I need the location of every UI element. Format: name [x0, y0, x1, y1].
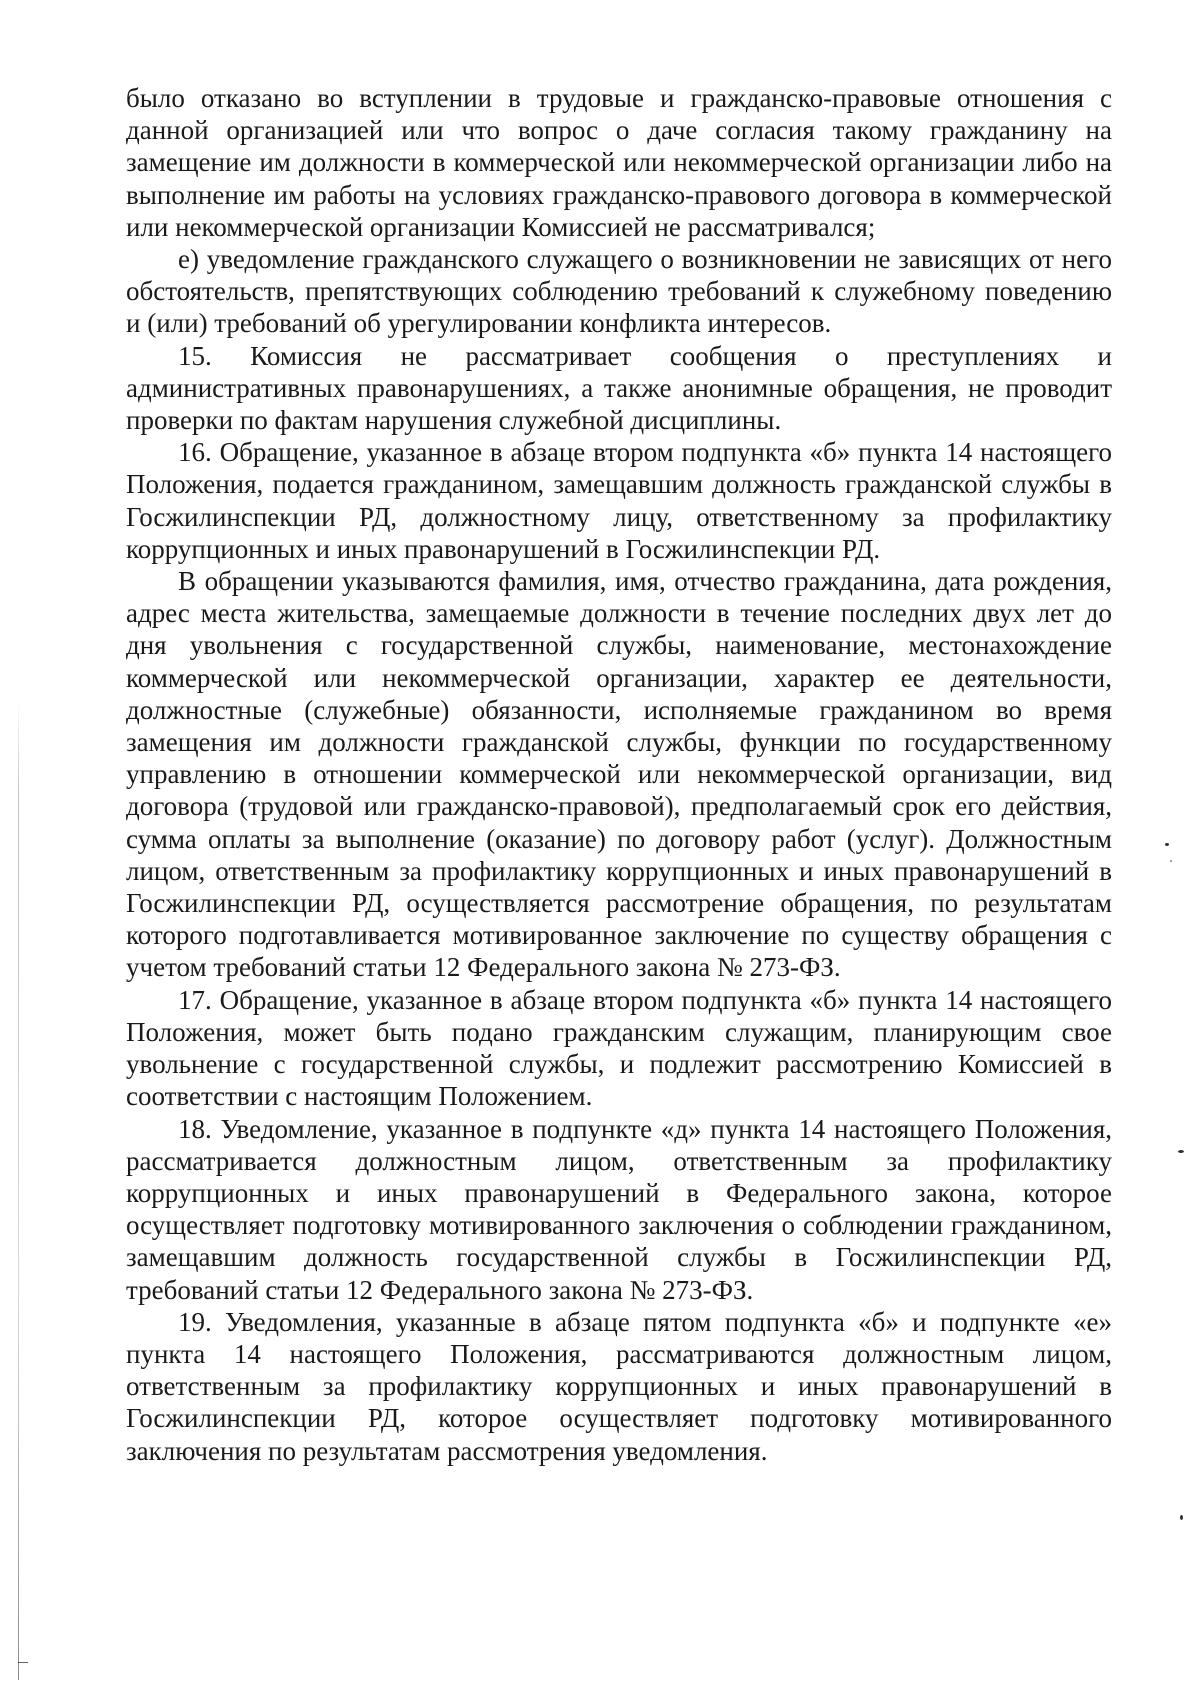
document-body [126, 82, 1112, 1467]
scan-corner-mark [18, 1662, 28, 1663]
scan-edge-line [18, 700, 19, 1680]
scan-speck [1178, 1150, 1184, 1153]
paragraph-17: 17. Обращение, указанное в абзаце втором подпункта «б» пункта 14 настоящего Положения, может быть подано гражданским служащим, планирующим свое увольнение с государственной службы, и подлежит рассмотрению Комиссией в соответствии с настоящим Положением. [126, 984, 1112, 1112]
scan-speck [1170, 860, 1172, 862]
paragraph-item-e: е) уведомление гражданского служащего о возникновении не зависящих от него обстоятельств, препятствующих соблюдению требований к служебному поведению и (или) требований об урегулировании конфликта интересов. [126, 244, 1112, 339]
paragraph-18: 18. Уведомление, указанное в подпункте «д» пункта 14 настоящего Положения, рассматривается должностным лицом, ответственным за профилактику коррупционных и иных правонарушений в Федерального закона, которое осуществляет подготовку мотивированного заключения о соблюдении гражданином, замещавшим должность государственной службы в Госжилинспекции РД, требований статьи 12 Федерального закона № 273-ФЗ. [126, 1113, 1112, 1305]
paragraph-16: 16. Обращение, указанное в абзаце втором подпункта «б» пункта 14 настоящего Положения, подается гражданином, замещавшим должность гражданской службы в Госжилинспекции РД, должностному лицу, ответственному за профилактику коррупционных и иных правонарушений в Госжилинспекции РД. [126, 437, 1112, 564]
paragraph-16-details: В обращении указываются фамилия, имя, отчество гражданина, дата рождения, адрес места жительства, замещаемые должности в течение последних двух лет до дня увольнения с государственной службы, наименование, местонахождение коммерческой или некоммерческой организации, характер ее деятельности, должностные (служебные) обязанности, исполняемые гражданином во время замещения им должности гражданской службы, функции по государственному управлению в отношении коммерческой или некоммерческой организации, вид договора (трудовой или гражданско-правовой), предполагаемый срок его действия, сумма оплаты за выполнение (оказание) по договору работ (услуг). Должностным лицом, ответственным за профилактику коррупционных и иных правонарушений в Госжилинспекции РД, осуществляется рассмотрение обращения, по результатам которого подготавливается мотивированное заключение по существу обращения с учетом требований статьи 12 Федерального закона № 273-ФЗ. [126, 566, 1112, 983]
scan-speck [1165, 843, 1169, 846]
paragraph-19: 19. Уведомления, указанные в абзаце пятом подпункта «б» и подпункте «е» пункта 14 настоящего Положения, рассматриваются должностным лицом, ответственным за профилактику коррупционных и иных правонарушений в Госжилинспекции РД, которое осуществляет подготовку мотивированного заключения по результатам рассмотрения уведомления. [126, 1306, 1112, 1466]
scan-speck [1180, 1515, 1183, 1520]
paragraph-continuation: было отказано во вступлении в трудовые и гражданско-правовые отношения с данной организацией или что вопрос о даче согласия такому гражданину на замещение им должности в коммерческой или некоммерческой организации либо на выполнение им работы на условиях гражданско-правового договора в коммерческой или некоммерческой организации Комиссией не рассматривался; [126, 83, 1112, 242]
paragraph-15: 15. Комиссия не рассматривает сообщения о преступлениях и административных правонарушениях, а также анонимные обращения, не проводит проверки по фактам нарушения служебной дисциплины. [126, 340, 1112, 436]
